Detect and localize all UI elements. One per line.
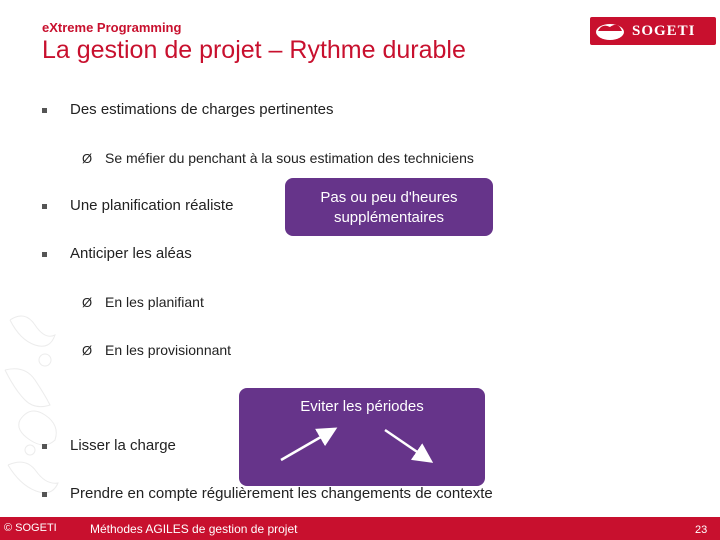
logo-mark-icon <box>590 17 630 45</box>
bullet-text: Prendre en compte régulièrement les changements de contexte <box>70 485 493 502</box>
logo-text: SOGETI <box>632 22 696 39</box>
avoid-periods-callout-text: Eviter les périodes <box>300 398 424 415</box>
section-supertitle: eXtreme Programming <box>42 20 182 35</box>
arrow-bullet-icon: Ø <box>82 151 93 166</box>
arrow-bullet-icon: Ø <box>82 295 93 310</box>
page-number: 23 <box>695 524 708 536</box>
subbullet-text: En les planifiant <box>105 294 204 310</box>
footer-title: Méthodes AGILES de gestion de projet <box>90 522 298 536</box>
bullet-marker <box>42 204 47 209</box>
bullet-marker <box>42 444 47 449</box>
background-pattern <box>0 300 80 515</box>
subbullet-text: En les provisionnant <box>105 342 232 358</box>
overtime-callout-text: Pas ou peu d'heures supplémentaires <box>320 189 458 226</box>
bullet-text: Des estimations de charges pertinentes <box>70 101 334 118</box>
bullet-marker <box>42 252 47 257</box>
subbullet-text: Se méfier du penchant à la sous estimation des techniciens <box>105 150 474 166</box>
bullet-text: Une planification réaliste <box>70 197 234 214</box>
bullet-text: Anticiper les aléas <box>70 245 192 262</box>
bullet-text: Lisser la charge <box>70 437 176 454</box>
trend-arrows-icon <box>239 388 485 486</box>
arrow-bullet-icon: Ø <box>82 343 93 358</box>
avoid-periods-callout <box>239 388 485 486</box>
bullet-marker <box>42 492 47 497</box>
slide-title: La gestion de projet – Rythme durable <box>42 36 466 64</box>
bullet-marker <box>42 108 47 113</box>
sogeti-logo <box>590 17 716 45</box>
footer-copyright: © SOGETI <box>4 522 57 534</box>
overtime-callout <box>285 178 493 236</box>
